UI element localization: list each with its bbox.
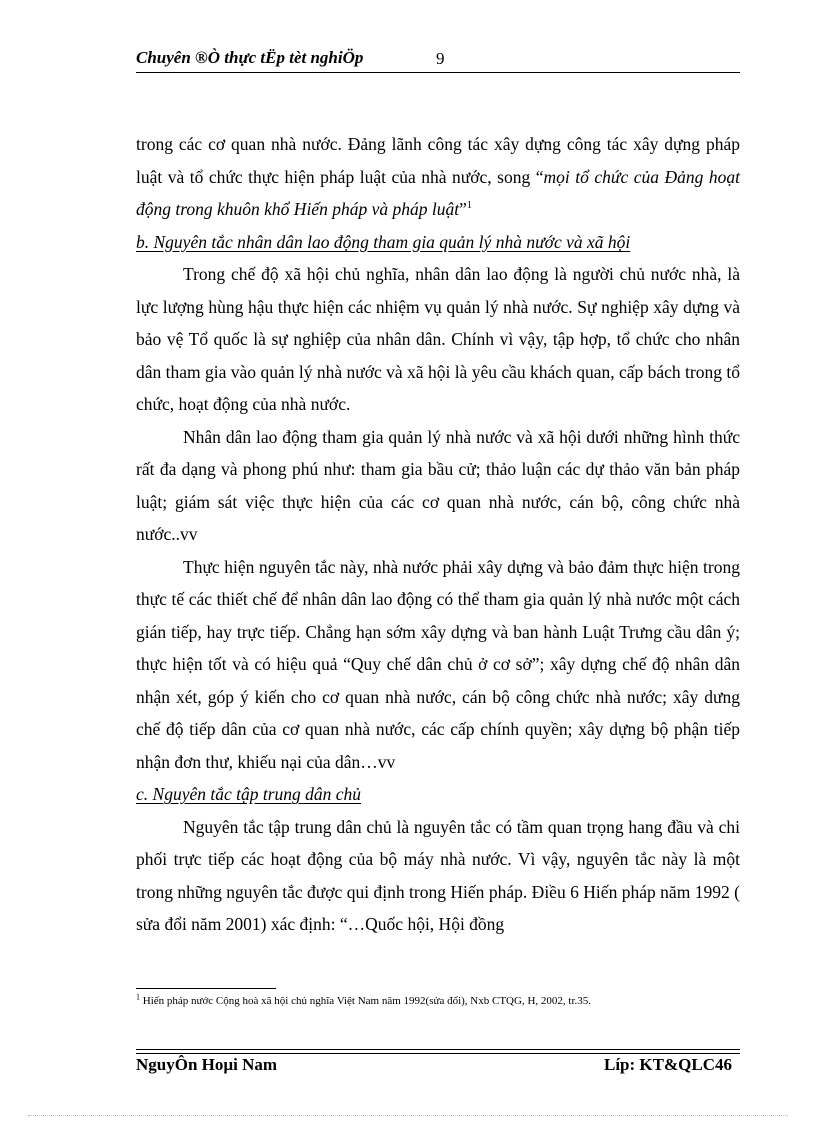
footnote-text: Hiến pháp nước Cộng hoà xã hội chủ nghĩa Việt Nam năm 1992(sửa đổi), Nxb CTQG, H, 2002, tr.35. (140, 995, 592, 1007)
page-edge-dots (28, 1115, 788, 1116)
footer-class: Líp: KT&QLC46 (604, 1055, 732, 1074)
footer-divider (136, 1049, 740, 1054)
paragraph-1 (136, 128, 740, 226)
paragraph-2: Trong chế độ xã hội chủ nghĩa, nhân dân lao động là người chủ nước nhà, là lực lượng hùng hậu thực hiện các nhiệm vụ quản lý nhà nước. Sự nghiệp xây dựng và bảo vệ Tổ quốc là sự nghiệp của nhân dân. Chính vì vậy, tập hợp, tổ chức cho nhân dân tham gia vào quản lý nhà nước và xã hội là yêu cầu khách quan, cấp bách trong tổ chức, hoạt động của nhà nước. (136, 264, 740, 414)
paragraph-3: Nhân dân lao động tham gia quản lý nhà nước và xã hội dưới những hình thức rất đa dạng và phong phú như: tham gia bầu cử; thảo luận các dự thảo văn bản pháp luật; giám sát việc thực hiện của các cơ quan nhà nước, cán bộ, công chức nhà nước..vv (136, 426, 740, 544)
section-heading-b: b. Nguyên tắc nhân dân lao động tham gia quản lý nhà nước và xã hội (136, 231, 631, 252)
footnote (136, 994, 740, 1008)
document-body (136, 128, 740, 941)
page-number: 9 (436, 49, 445, 68)
quoted-text: mọi tổ chức của Đảng hoạt động trong khuôn khổ Hiến pháp và pháp luật (136, 166, 740, 219)
footnote-reference: 1 (466, 200, 472, 212)
header-title: Chuyên ®Ò thực tËp tèt nghiÖp (136, 48, 364, 67)
footnote-divider (136, 988, 276, 989)
page-header (136, 48, 740, 73)
footer-author: NguyÔn Hoµi Nam (136, 1055, 278, 1074)
quote-close: ” (459, 199, 467, 219)
footnote-number: 1 (136, 992, 140, 1002)
paragraph-5: Nguyên tắc tập trung dân chủ là nguyên tắc có tầm quan trọng hang đầu và chi phối trực tiếp các hoạt động của bộ máy nhà nước. Vì vậy, nguyên tắc này là một trong những nguyên tắc được qui định trong Hiến pháp. Điều 6 Hiến pháp năm 1992 ( sửa đổi năm 2001) xác định: “…Quốc hội, Hội đồng (136, 816, 740, 934)
paragraph-1-text: trong các cơ quan nhà nước. Đảng lãnh công tác xây dựng công tác xây dựng pháp luật và tổ chức thực hiện pháp luật của nhà nước, song “ (136, 134, 740, 187)
section-heading-c: c. Nguyên tắc tập trung dân chủ (136, 784, 362, 804)
paragraph-4: Thực hiện nguyên tắc này, nhà nước phải xây dựng và bảo đảm thực hiện trong thực tế các thiết chế để nhân dân lao động có thể tham gia quản lý nhà nước một cách gián tiếp, hay trực tiếp. Chẳng hạn sớm xây dựng và ban hành Luật Trưng cầu dân ý; thực hiện tốt và có hiệu quả “Quy chế dân chủ ở cơ sở”; xây dựng chế độ nhân dân nhận xét, góp ý kiến cho cơ quan nhà nước, cán bộ công chức nhà nước; xây dưng chế độ tiếp dân của cơ quan nhà nước, các cấp chính quyền; xây dựng bộ phận tiếp nhận đơn thư, khiếu nại của dân…vv (136, 556, 740, 772)
